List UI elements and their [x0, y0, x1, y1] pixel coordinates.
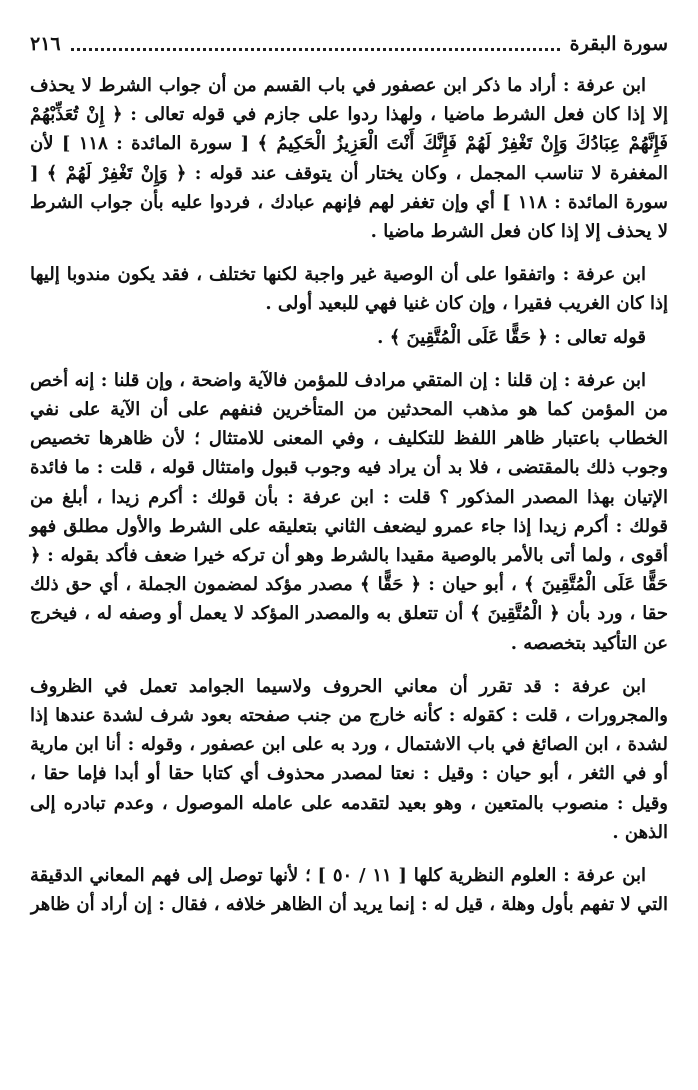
paragraph: ابن عرفة : واتفقوا على أن الوصية غير واجبة لكنها تختلف ، فقد يكون مندوبا إليها إذا كان الغريب فقيرا ، وإن كان غنيا فهي للبعيد أولى . — [30, 264, 668, 315]
header-dotted-rule — [71, 38, 560, 51]
verse-heading: قوله تعالى : ﴿ حَقًّا عَلَى الْمُتَّقِينَ ﴾ . — [377, 326, 646, 348]
surah-title: سورة البقرة — [569, 33, 668, 55]
paragraph: ابن عرفة : أراد ما ذكر ابن عصفور في باب القسم من أن جواب الشرط لا يحذف إلا إذا كان فعل الشرط ماضيا ، ولهذا ردوا على جازم في قوله تعالى : ﴿ إِنْ تُعَذِّبْهُمْ فَإِنَّهُمْ عِبَادُكَ وَإِنْ تَغْفِرْ لَهُمْ فَإِنَّكَ أَنْتَ الْعَزِيزُ الْحَكِيمُ ﴾ [ سورة المائدة : ١١٨ ] لأن المغفرة لا تناسب المجمل ، وكان يختار أن يتوقف عند قوله : ﴿ وَإِنْ تَغْفِرْ لَهُمْ ﴾ [ سورة المائدة : ١١٨ ] أي وإن تغفر لهم فإنهم عبادك ، فردوا عليه بأن جواب الشرط لا يحذف إلا إذا كان فعل الشرط ماضيا . — [30, 75, 668, 243]
page-body — [30, 71, 668, 919]
paragraph: ابن عرفة : العلوم النظرية كلها [ ١١ / ٥٠ ] ؛ لأنها توصل إلى فهم المعاني الدقيقة التي لا تفهم بأول وهلة ، قيل له : إنما يريد أن الظاهر خلافه ، فقال : إن أراد أن ظاهر — [30, 865, 668, 916]
paragraph: ابن عرفة : إن قلنا : إن المتقي مرادف للمؤمن فالآية واضحة ، وإن قلنا : إنه أخص من المؤمن كما هو مذهب المحدثين من المتأخرين فنفهم على أن الآية على نفي الخطاب باعتبار ظاهر اللفظ للتكليف ، وفي المعنى للامتثال ؛ لأن ظاهرها تخصيص وجوب ذلك بالمقتضى ، فلا بد أن يراد فيه وجوب قبول وامتثال قوله ، قلت : ما فائدة الإتيان بهذا المصدر المذكور ؟ قلت : ابن عرفة : بأن قولك : أكرم زيدا ، أبلغ من قولك : أكرم زيدا إذا جاء عمرو ليضعف الثاني بتعليقه على الشرط والأول مطلق فهو أقوى ، ولما أتى بالأمر بالوصية مقيدا بالشرط وهو أن تركه خيرا ضعف فأكد بقوله : ﴿ حَقًّا عَلَى الْمُتَّقِينَ ﴾ ، أبو حيان : ﴿ حَقًّا ﴾ مصدر مؤكد لمضمون الجملة ، أي حق ذلك حقا ، ورد بأن ﴿ الْمُتَّقِينَ ﴾ أن تتعلق به والمصدر المؤكد لا يعمل أو وصفه له ، فيخرج عن التأكيد بتخصصه . — [30, 369, 668, 654]
running-header — [30, 30, 668, 59]
page-number: ٢١٦ — [30, 33, 61, 55]
paragraph: ابن عرفة : قد تقرر أن معاني الحروف ولاسيما الجوامد تعمل في الظروف والمجرورات ، قلت : كقوله : كأنه خارج من جنب صفحته بعود شرف لشدة عندها إذا لشدة ، ابن الصائغ في باب الاشتمال ، ورد به على ابن عصفور ، وقوله : أنا ابن مارية أو في الثغر ، أبو حيان : وقيل : نعتا لمصدر محذوف أي كتابا حقا أو أبدا فإما حقا ، وقيل : منصوب بالمتعين ، وهو بعيد لتقدمه على عامله الموصول ، وعدم تبادره إلى الذهن . — [30, 675, 668, 843]
